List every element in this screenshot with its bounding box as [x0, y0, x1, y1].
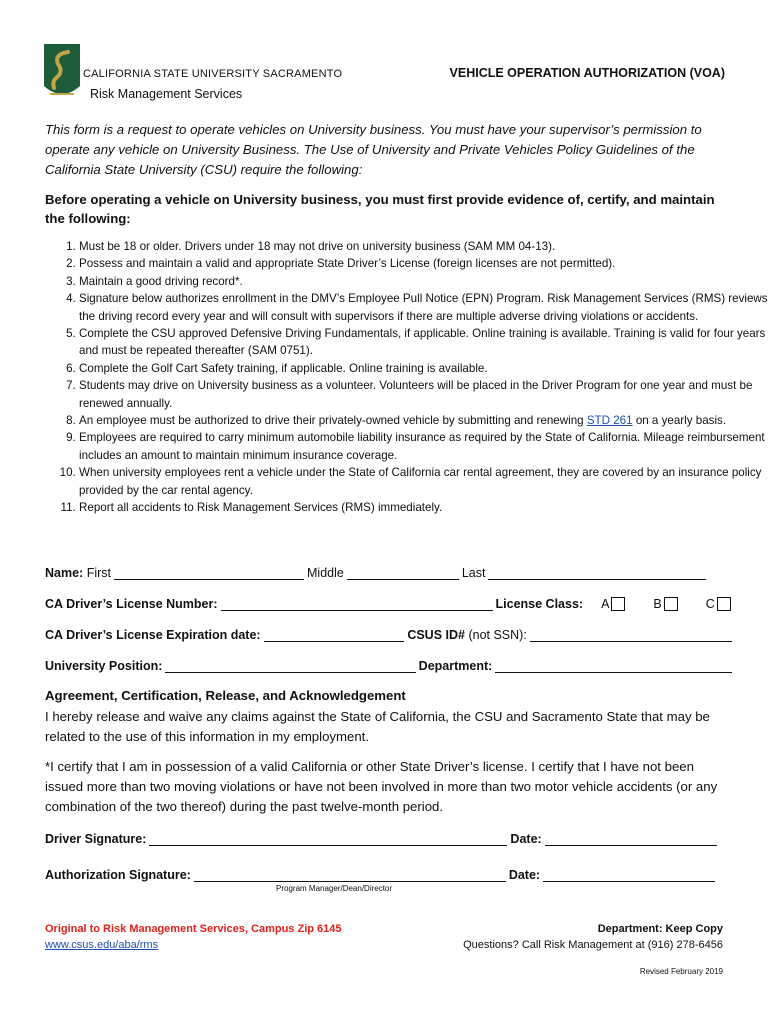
driver-signature-row [45, 832, 735, 846]
authorization-signature-label: Authorization Signature: [45, 868, 191, 882]
certify-text: *I certify that I am in possession of a valid California or other State Driver’s license. I certify that I have not been issued more than two moving violations or have not been involved in more than two motor vehicle accidents (or any combination of the two thereof) during the past twelve-month period. [45, 759, 718, 814]
first-label: First [86, 566, 112, 580]
class-c-checkbox[interactable] [717, 597, 731, 611]
list-item: 6. Complete the Golf Cart Safety training, if applicable. Online training is available. [79, 360, 769, 377]
class-b-checkbox[interactable] [664, 597, 678, 611]
expiration-row [45, 628, 735, 642]
expiration-label: CA Driver’s License Expiration date: [45, 628, 261, 642]
csus-id-label: CSUS ID# [407, 628, 465, 642]
agreement-title: Agreement, Certification, Release, and Acknowledgement [45, 688, 406, 703]
department-name: Risk Management Services [90, 87, 243, 101]
revised-date: Revised February 2019 [639, 967, 723, 976]
list-item [79, 412, 769, 429]
authorization-signature-field[interactable] [194, 869, 506, 882]
list-item: 10. When university employees rent a vehicle under the State of California car rental agreement, they are covered by an insurance policy provided by the car rental agency. [79, 464, 769, 499]
list-item: 5. Complete the CSU approved Defensive Driving Fundamentals, if applicable. Online training is available. Training is valid for four years and must be repeated thereafter (SAM 0751). [79, 325, 769, 360]
authorization-date-field[interactable] [543, 869, 715, 882]
not-ssn-label: (not SSN): [468, 628, 527, 642]
list-item: 7. Students may drive on University business as a volunteer. Volunteers will be placed in the Driver Program for one year and must be renewed annually. [79, 377, 769, 412]
std261-link[interactable]: STD 261 [586, 414, 633, 428]
department-field[interactable] [495, 660, 732, 673]
keep-copy-text: Department: Keep Copy [597, 923, 723, 935]
position-label: University Position: [45, 659, 163, 673]
signature-sublabel: Program Manager/Dean/Director [276, 884, 393, 893]
last-label: Last [461, 566, 486, 580]
driver-signature-label: Driver Signature: [45, 832, 147, 846]
form-title: VEHICLE OPERATION AUTHORIZATION (VOA) [449, 66, 725, 80]
list-item: 2. Possess and maintain a valid and appropriate State Driver’s License (foreign licenses are not permitted). [79, 255, 769, 272]
driver-date-field[interactable] [545, 833, 717, 846]
position-row [45, 659, 735, 673]
department-label: Department: [418, 659, 493, 673]
license-row [45, 597, 735, 611]
first-name-field[interactable] [114, 567, 304, 580]
csus-id-field[interactable] [530, 629, 732, 642]
list-item: 4. Signature below authorizes enrollment in the DMV’s Employee Pull Notice (EPN) Program. Risk Management Services (RMS) reviews the driving record every year and will consult with supervisors if there are multiple adverse driving violations or accidents. [79, 290, 769, 325]
intro-text: This form is a request to operate vehicles on University business. You must have your supervisor’s permission to operate any vehicle on University Business. The Use of University and Private Vehicles Policy Guidelines of the California State University (CSU) require the following: [45, 122, 702, 177]
list-item: 1. Must be 18 or older. Drivers under 18 may not drive on university business (SAM MM 04-13). [79, 238, 769, 255]
last-name-field[interactable] [488, 567, 706, 580]
middle-name-field[interactable] [347, 567, 459, 580]
req8-text-end: on a yearly basis. [632, 414, 727, 428]
name-row [45, 566, 735, 580]
class-b-label: B [653, 597, 662, 611]
license-class-label: License Class: [495, 597, 584, 611]
position-field[interactable] [165, 660, 415, 673]
requirements-lead: Before operating a vehicle on University business, you must first provide evidence of, certify, and maintain the following: [45, 192, 715, 226]
license-number-label: CA Driver’s License Number: [45, 597, 218, 611]
license-number-field[interactable] [221, 598, 493, 611]
website-link[interactable]: www.csus.edu/aba/rms [45, 939, 159, 951]
class-c-label: C [705, 597, 715, 611]
csus-hornet-logo-icon [40, 42, 84, 102]
requirements-list [45, 238, 769, 517]
release-text: I hereby release and waive any claims against the State of California, the CSU and Sacramento State that may be related to the use of this information in my employment. [45, 709, 710, 744]
original-to-text: Original to Risk Management Services, Campus Zip 6145 [45, 923, 342, 935]
list-item: 3. Maintain a good driving record*. [79, 273, 769, 290]
class-a-label: A [601, 597, 610, 611]
university-name: CALIFORNIA STATE UNIVERSITY SACRAMENTO [83, 68, 343, 80]
expiration-field[interactable] [264, 629, 405, 642]
class-a-checkbox[interactable] [611, 597, 625, 611]
list-item: 9. Employees are required to carry minimum automobile liability insurance as required by the State of California. Mileage reimbursement includes an amount to maintain minimum insurance coverage. [79, 429, 769, 464]
driver-date-label: Date: [510, 832, 542, 846]
authorization-signature-row [45, 868, 735, 882]
name-label: Name: [45, 566, 84, 580]
authorization-date-label: Date: [508, 868, 541, 882]
questions-text: Questions? Call Risk Management at (916) 278-6456 [463, 939, 723, 951]
req8-text: An employee must be authorized to drive their privately-owned vehicle by submitting and renewing [79, 414, 587, 428]
middle-label: Middle [307, 566, 344, 580]
list-item: 11. Report all accidents to Risk Management Services (RMS) immediately. [79, 499, 769, 516]
driver-signature-field[interactable] [149, 833, 507, 846]
